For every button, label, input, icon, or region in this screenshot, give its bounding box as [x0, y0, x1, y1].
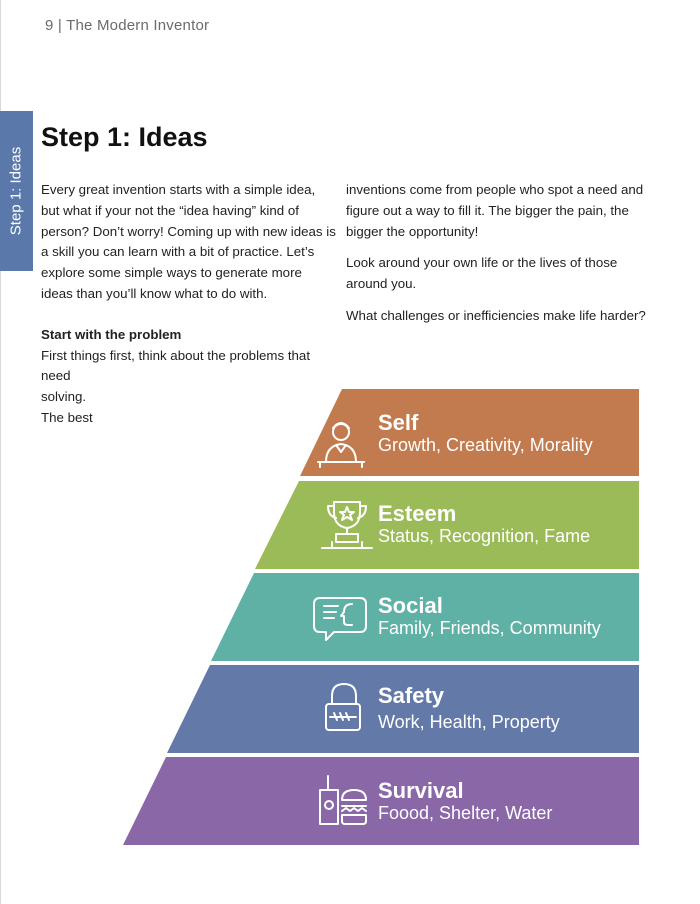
tier-band: [167, 665, 639, 753]
tier-title: Survival: [378, 778, 464, 803]
body-line: First things first, think about the problems that: [41, 347, 311, 363]
tier-subtitle: Growth, Creativity, Morality: [378, 435, 593, 455]
section-subheading: Start with the problem: [41, 326, 182, 342]
pyramid-tier-self: [300, 389, 639, 476]
body-line: solving.: [41, 389, 87, 405]
tier-subtitle: Family, Friends, Community: [378, 618, 601, 638]
body-paragraph: What challenges or inefficiencies make life harder?: [346, 307, 646, 323]
tier-title: Safety: [378, 683, 445, 708]
tier-subtitle: Foood, Shelter, Water: [378, 803, 553, 823]
header-separator: |: [57, 17, 63, 34]
tier-subtitle: Work, Health, Property: [378, 712, 560, 732]
body-paragraph: inventions come from people who spot a need and figure out a way to fill it. The bigger the pain, the bigger the opportunity!: [346, 182, 644, 239]
side-tab-label: Step 1: Ideas: [7, 146, 25, 236]
pyramid-tier-esteem: [255, 481, 639, 569]
tier-title: Self: [378, 410, 419, 435]
body-line: The best: [41, 409, 93, 425]
pyramid-tier-survival: [123, 757, 639, 845]
pyramid-tier-social: [211, 573, 639, 661]
pyramid-tier-safety: [167, 665, 639, 753]
intro-paragraph: Every great invention starts with a simple idea, but what if your not the “idea having” kind of person? Don’t worry! Coming up with new ideas is a skill you can learn with a bit of practice. Let’s explore some simple ways to generate more ideas than you’ll know what to do with.: [41, 182, 336, 301]
page-title: Step 1: Ideas: [41, 122, 208, 152]
body-paragraph: Look around your own life or the lives of those around you.: [346, 255, 618, 292]
body-line: need: [41, 368, 71, 384]
book-title: The Modern Inventor: [66, 17, 210, 34]
tier-title: Social: [378, 593, 443, 618]
tier-subtitle: Status, Recognition, Fame: [378, 526, 591, 546]
tier-title: Esteem: [378, 501, 457, 526]
page-number: 9: [45, 17, 54, 34]
